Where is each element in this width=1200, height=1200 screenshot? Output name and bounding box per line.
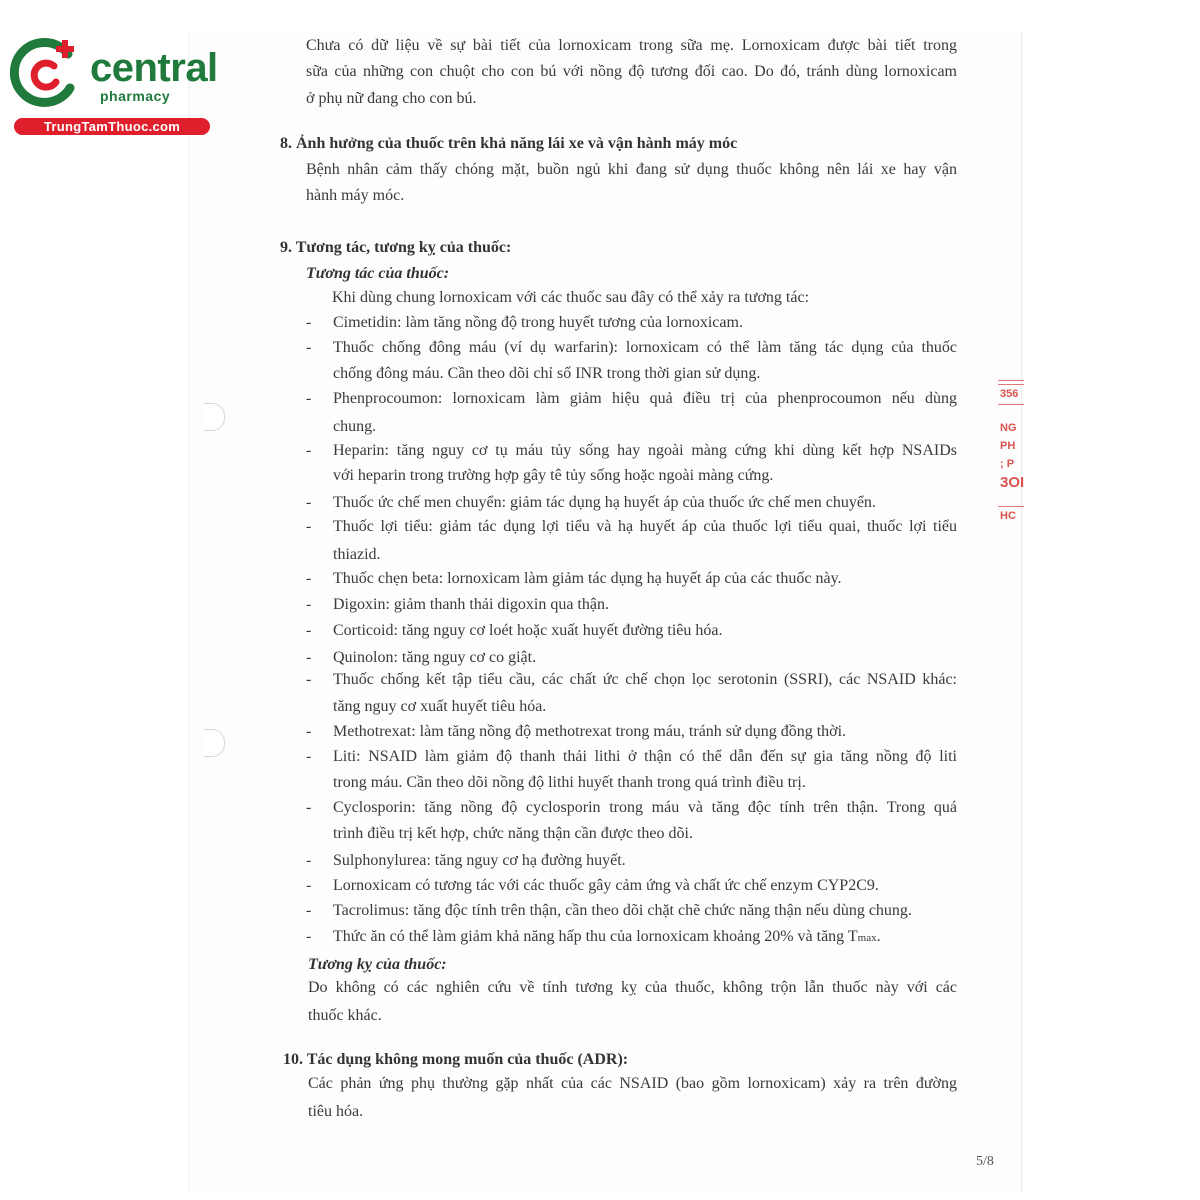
line-text: Sulphonylurea: tăng nguy cơ hạ đường huyết. [333,852,626,869]
text-line [333,490,876,516]
line-text: với heparin trong trường hợp gây tê tủy sống hoặc ngoài màng cứng. [333,467,774,484]
text-line [333,463,773,489]
line-text: trình điều trị kết hợp, chức năng thận cần được theo dõi. [333,825,693,842]
text-line [306,183,404,209]
text-line [333,744,957,770]
bullet-dash: - [306,596,312,613]
line-text: hành máy móc. [306,187,405,204]
line-text: Heparin: tăng nguy cơ tụ máu tủy sống hay ngoài màng cứng khi dùng kết hợp NSAIDs [333,442,957,459]
line-text: Tacrolimus: tăng độc tính trên thận, cần theo dõi chặt chẽ chức năng thận nếu dùng chung. [333,902,912,919]
line-text: Cimetidin: làm tăng nồng độ trong huyết tương của lornoxicam. [333,314,743,331]
line-text: Chưa có dữ liệu về sự bài tiết của lornoxicam trong sữa mẹ. Lornoxicam được bài tiết trong [306,37,957,54]
text-line: Thức ăn có thể làm giảm khả năng hấp thu của lornoxicam khoảng 20% và tăng Tmax. [333,928,881,945]
bullet-dash: - [306,877,312,894]
line-text: tăng nguy cơ xuất huyết tiêu hóa. [333,698,547,715]
line-text: Methotrexat: làm tăng nồng độ methotrexat trong máu, tránh sử dụng đồng thời. [333,723,847,740]
text-line [333,770,806,796]
logo-site-url[interactable]: TrungTamThuoc.com [14,118,210,135]
text-line [333,514,957,540]
text-line [333,414,376,440]
line-text: Thuốc ức chế men chuyển: giảm tác dụng hạ huyết áp của thuốc ức chế men chuyển. [333,494,876,511]
bullet-dash: - [306,748,312,765]
bullet-dash: - [306,390,312,407]
line-text: Khi dùng chung lornoxicam với các thuốc sau đây có thể xảy ra tương tác: [332,289,810,306]
line-text: Do không có các nghiên cứu về tính tương kỵ của thuốc, không trộn lẫn thuốc này với các [308,979,957,996]
tmax-subscript: max [857,932,877,944]
text-line [306,157,957,183]
text-line [333,542,381,568]
stamp-text: 356 [1000,388,1019,400]
line-text: ở phụ nữ đang cho con bú. [306,90,477,107]
text-line [333,719,846,745]
bullet-dash: - [306,339,312,356]
page-number: 5/8 [976,1154,994,1169]
stamp-text: PH [1000,440,1016,452]
text-line [332,285,809,311]
text-line [333,667,957,693]
text-line [333,361,760,387]
line-text: 9. Tương tác, tương kỵ của thuốc: [280,239,512,256]
logo-subtitle: pharmacy [100,88,171,104]
text-line [308,1099,363,1125]
central-pharmacy-logo[interactable] [10,36,218,136]
red-stamp-fragment [996,378,1024,528]
text-line [333,566,842,592]
text-line [333,694,546,720]
text-line [333,618,723,644]
text-line [333,310,743,336]
line-text: Tương tác của thuốc: [306,265,450,282]
bullet-dash: - [306,570,312,587]
pharmacy-c-icon [10,36,82,108]
text-line [333,898,912,924]
line-text: Bệnh nhân cảm thấy chóng mặt, buồn ngủ khi đang sử dụng thuốc không nên lái xe hay vận [306,161,957,178]
line-text: 8. Ảnh hưởng của thuốc trên khả năng lái xe và vận hành máy móc [280,135,738,152]
line-text: thuốc khác. [308,1007,382,1024]
stamp-text: 3OI [1000,474,1024,491]
text-line [333,386,957,412]
line-text: Thuốc chống đông máu (ví dụ warfarin): lornoxicam có thể làm tăng tác dụng của thuốc [333,339,957,356]
line-text: chống đông máu. Cần theo dõi chỉ số INR trong thời gian sử dụng. [333,365,761,382]
line-text: Các phản ứng phụ thường gặp nhất của các NSAID (bao gồm lornoxicam) xảy ra trên đường [308,1075,957,1092]
line-text: tiêu hóa. [308,1103,364,1120]
bullet-dash: - [306,442,312,459]
bullet-dash: - [306,649,312,666]
text-line [333,848,626,874]
line-text: Tương kỵ của thuốc: [308,956,447,973]
text-line [306,59,957,85]
bullet-dash: - [306,671,312,688]
text-line [306,33,957,59]
stamp-text: ; P [1000,458,1015,470]
line-text: Phenprocoumon: lornoxicam làm giảm hiệu quả điều trị của phenprocoumon nếu dùng [333,390,957,407]
line-text: Thuốc chẹn beta: lornoxicam làm giảm tác dụng hạ huyết áp của các thuốc này. [333,570,842,587]
bullet-dash: - [306,902,312,919]
bullet-dash: - [306,622,312,639]
text-line [308,1071,957,1097]
section-heading [283,1047,628,1073]
text-line [308,1003,382,1029]
text-line [333,592,609,618]
line-text: Quinolon: tăng nguy cơ co giật. [333,649,537,666]
bullet-dash: - [306,518,312,535]
subsection-heading [306,261,449,287]
text-line [333,873,879,899]
line-text: sữa của những con chuột cho con bú với nồng độ tương đối cao. Do đó, tránh dùng lornoxicam [306,63,957,80]
line-text: trong máu. Cần theo dõi nồng độ lithi huyết thanh trong quá trình điều trị. [333,774,806,791]
line-text: chung. [333,418,377,435]
line-text: thiazid. [333,546,381,563]
line-text: Digoxin: giảm thanh thải digoxin qua thận. [333,596,609,613]
line-text: 10. Tác dụng không mong muốn của thuốc (ADR): [283,1051,629,1068]
text-line [333,821,693,847]
line-text: Thuốc lợi tiểu: giảm tác dụng lợi tiểu và hạ huyết áp của thuốc lợi tiểu quai, thuốc lợi tiểu [333,518,957,535]
bullet-dash: - [306,928,312,945]
text-line [308,975,957,1001]
stamp-text: NG [1000,422,1017,434]
bullet-dash: - [306,852,312,869]
line-text: Thức ăn có thể làm giảm khả năng hấp thu của lornoxicam khoảng 20% và tăng T [333,928,858,945]
line-text: Lornoxicam có tương tác với các thuốc gây cảm ứng và chất ức chế enzym CYP2C9. [333,877,879,894]
bullet-dash: - [306,314,312,331]
text-line [306,86,476,112]
line-text: Liti: NSAID làm giảm độ thanh thải lithi ở thận có thể dẫn đến sự gia tăng nồng độ liti [333,748,957,765]
section-heading [280,131,737,157]
stamp-text: HC [1000,510,1016,522]
line-text: Corticoid: tăng nguy cơ loét hoặc xuất huyết đường tiêu hóa. [333,622,723,639]
bullet-dash: - [306,723,312,740]
bullet-dash: - [306,494,312,511]
text-line [333,795,957,821]
section-heading [280,235,511,261]
line-text: Cyclosporin: tăng nồng độ cyclosporin trong máu và tăng độc tính trên thận. Trong quá [333,799,957,816]
line-text: Thuốc chống kết tập tiểu cầu, các chất ức chế chọn lọc serotonin (SSRI), các NSAID khác: [333,671,957,688]
logo-brand: central [90,46,218,90]
bullet-dash: - [306,799,312,816]
text-line [333,335,957,361]
text-line [333,438,957,464]
